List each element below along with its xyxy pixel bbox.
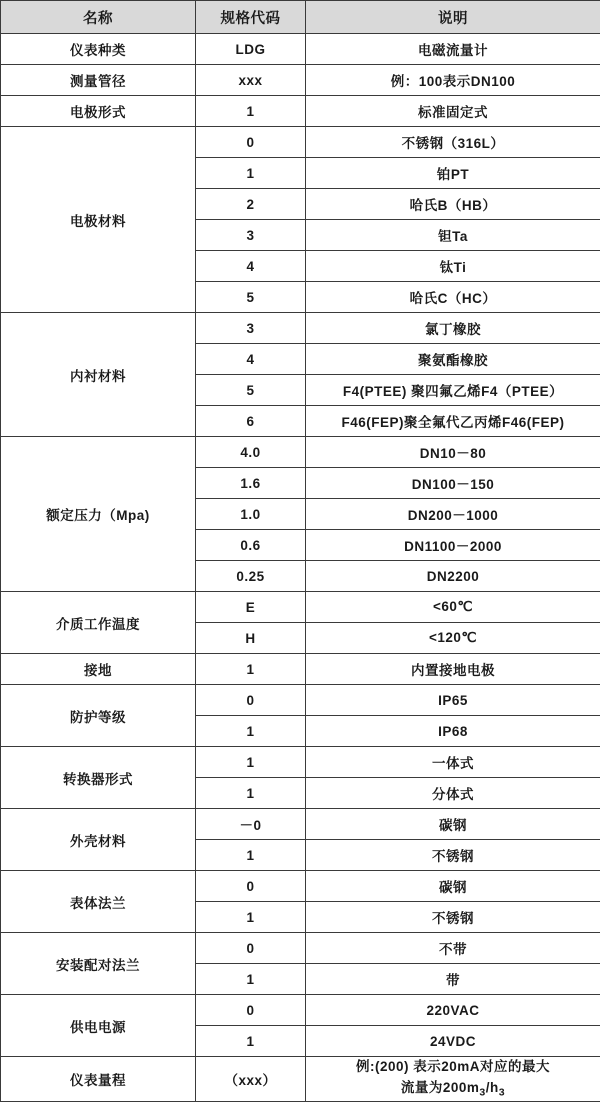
spec-code-cell: 1.6 [196,468,306,499]
spec-code-cell: 1 [196,964,306,995]
spec-description-cell: <60℃ [306,592,600,623]
spec-code-cell: 4 [196,344,306,375]
spec-code-cell: 0 [196,871,306,902]
spec-code-cell: 6 [196,406,306,437]
spec-name-cell: 电极形式 [1,96,196,127]
spec-description-cell: <120℃ [306,623,600,654]
table-row [1,1057,600,1102]
spec-description-cell: 24VDC [306,1026,600,1057]
spec-name-cell: 转换器形式 [1,747,196,809]
spec-code-cell: 1 [196,1026,306,1057]
table-header-row [1,1,600,34]
spec-description-cell: 标准固定式 [306,96,600,127]
spec-code-cell: 1 [196,778,306,809]
spec-name-cell: 接地 [1,654,196,685]
spec-description-cell: 不锈钢 [306,902,600,933]
spec-code-cell: 0.6 [196,530,306,561]
table-row [1,685,600,716]
spec-description-cell: DN100－150 [306,468,600,499]
spec-description-cell: 碳钢 [306,871,600,902]
spec-description-cell: 内置接地电极 [306,654,600,685]
spec-description-cell: 不带 [306,933,600,964]
spec-code-cell: 0 [196,127,306,158]
spec-code-cell: 0 [196,933,306,964]
spec-description-cell: DN2200 [306,561,600,592]
spec-name-cell: 仪表种类 [1,34,196,65]
spec-code-cell: 2 [196,189,306,220]
spec-code-cell: 1 [196,654,306,685]
spec-code-cell: xxx [196,65,306,96]
spec-name-cell: 供电电源 [1,995,196,1057]
spec-code-cell: 1 [196,747,306,778]
spec-code-cell: 0 [196,685,306,716]
spec-description-cell: 220VAC [306,995,600,1026]
spec-code-cell: 0 [196,995,306,1026]
spec-code-cell: 0.25 [196,561,306,592]
column-header-description: 说明 [306,1,600,34]
spec-description-cell: 钽Ta [306,220,600,251]
spec-name-cell: 防护等级 [1,685,196,747]
table-row [1,933,600,964]
column-header-code: 规格代码 [196,1,306,34]
spec-name-cell: 介质工作温度 [1,592,196,654]
spec-description-cell: 例:(200) 表示20mA对应的最大 流量为$200m_3/h_3$ [306,1057,600,1102]
spec-name-cell: 外壳材料 [1,809,196,871]
table-row [1,592,600,623]
table-row [1,809,600,840]
table-header [1,1,600,34]
spec-description-cell: 哈氏C（HC） [306,282,600,313]
spec-code-cell: 3 [196,220,306,251]
spec-code-cell: 4.0 [196,437,306,468]
spec-name-cell: 仪表量程 [1,1057,196,1102]
spec-description-cell: IP68 [306,716,600,747]
spec-name-cell: 表体法兰 [1,871,196,933]
spec-description-cell: 不锈钢（316L） [306,127,600,158]
spec-description-cell: 分体式 [306,778,600,809]
spec-code-cell: 3 [196,313,306,344]
spec-description-cell: DN200－1000 [306,499,600,530]
table-row [1,437,600,468]
spec-code-cell: 5 [196,375,306,406]
spec-description-cell: 钛Ti [306,251,600,282]
spec-description-cell: DN1100－2000 [306,530,600,561]
spec-code-cell: 1 [196,716,306,747]
column-header-name: 名称 [1,1,196,34]
spec-name-cell: 额定压力（Mpa) [1,437,196,592]
spec-description-cell: 氯丁橡胶 [306,313,600,344]
table-row [1,96,600,127]
spec-description-cell: 碳钢 [306,809,600,840]
spec-description-cell: 电磁流量计 [306,34,600,65]
spec-description-cell: 一体式 [306,747,600,778]
spec-description-cell: 不锈钢 [306,840,600,871]
table-body [1,34,600,1102]
spec-code-cell: 1 [196,840,306,871]
spec-description-cell: 例：100表示DN100 [306,65,600,96]
spec-name-cell: 内衬材料 [1,313,196,437]
spec-description-cell: 哈氏B（HB） [306,189,600,220]
spec-code-cell: H [196,623,306,654]
spec-code-cell: （xxx） [196,1057,306,1102]
spec-description-cell: F46(FEP)聚全氟代乙丙烯F46(FEP) [306,406,600,437]
spec-code-cell: 1 [196,902,306,933]
spec-code-cell: －0 [196,809,306,840]
spec-description-cell: IP65 [306,685,600,716]
table-row [1,747,600,778]
table-row [1,995,600,1026]
spec-code-cell: 1 [196,158,306,189]
spec-code-cell: E [196,592,306,623]
spec-code-cell: 1 [196,96,306,127]
spec-code-cell: 4 [196,251,306,282]
spec-description-cell: DN10－80 [306,437,600,468]
spec-description-cell: F4(PTEE) 聚四氟乙烯F4（PTEE） [306,375,600,406]
table-row [1,34,600,65]
table-row [1,65,600,96]
table-row [1,654,600,685]
spec-code-cell: LDG [196,34,306,65]
spec-description-cell: 聚氨酯橡胶 [306,344,600,375]
spec-name-cell: 电极材料 [1,127,196,313]
spec-code-cell: 1.0 [196,499,306,530]
spec-description-cell: 带 [306,964,600,995]
spec-code-cell: 5 [196,282,306,313]
table-row [1,313,600,344]
spec-name-cell: 安装配对法兰 [1,933,196,995]
table-row [1,871,600,902]
spec-description-cell: 铂PT [306,158,600,189]
table-row [1,127,600,158]
spec-name-cell: 测量管径 [1,65,196,96]
